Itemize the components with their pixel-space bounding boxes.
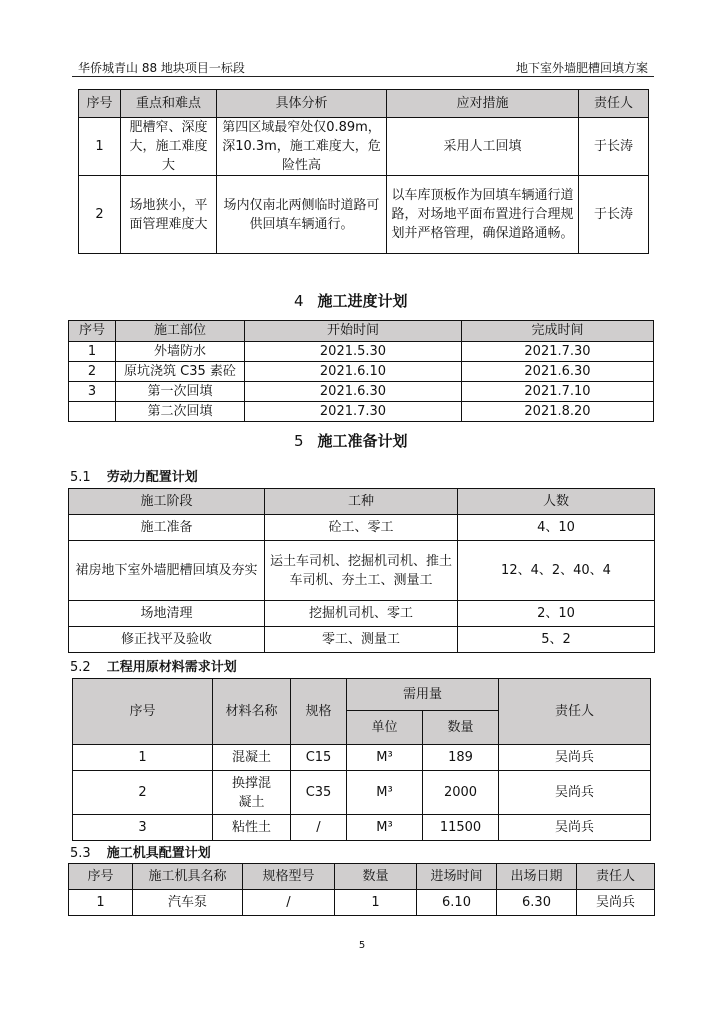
table-cell: 6.30 (497, 890, 577, 916)
subsection-5-1-heading: 5.1 劳动力配置计划 (70, 470, 198, 485)
table-cell: 零工、测量工 (265, 627, 458, 653)
table-cell: 2 (73, 771, 213, 815)
materials-table (72, 678, 651, 841)
table-cell: 3 (69, 382, 116, 402)
table-cell: 2021.8.20 (462, 402, 654, 422)
column-header: 单位 (347, 711, 423, 745)
table-row (73, 771, 651, 815)
table-cell: 吴尚兵 (499, 815, 651, 841)
column-header: 开始时间 (245, 321, 462, 342)
column-header: 需用量 (347, 679, 499, 711)
column-header: 具体分析 (217, 90, 387, 118)
page-header (72, 56, 654, 77)
table-row (73, 745, 651, 771)
table-cell: 1 (73, 745, 213, 771)
table-row (69, 890, 655, 916)
column-header: 序号 (79, 90, 121, 118)
table-row (79, 118, 649, 176)
table-cell: 施工准备 (69, 515, 265, 541)
table-row (69, 515, 655, 541)
table-cell: 吴尚兵 (499, 745, 651, 771)
table-cell: 换撑混凝土 (213, 771, 291, 815)
table-cell: 2021.7.30 (245, 402, 462, 422)
table-cell: / (291, 815, 347, 841)
table-cell: 2 (79, 176, 121, 254)
table-cell: 采用人工回填 (387, 118, 579, 176)
table-row (69, 402, 654, 422)
table-cell: 2021.6.30 (462, 362, 654, 382)
table-cell: 2021.6.30 (245, 382, 462, 402)
table-cell: M³ (347, 815, 423, 841)
subsection-5-2-heading: 5.2 工程用原材料需求计划 (70, 660, 237, 675)
table-cell: 原坑浇筑 C35 素砼 (116, 362, 245, 382)
table-cell: 2021.6.10 (245, 362, 462, 382)
table-cell: 汽车泵 (133, 890, 243, 916)
header-project-name: 华侨城青山 88 地块项目一标段 (78, 61, 245, 75)
section-5-heading: 5 施工准备计划 (294, 432, 408, 450)
table-row (69, 362, 654, 382)
table-cell: 3 (73, 815, 213, 841)
table-cell: C15 (291, 745, 347, 771)
table-cell: / (243, 890, 335, 916)
table-cell: 1 (69, 890, 133, 916)
column-header: 规格型号 (243, 864, 335, 890)
column-header: 施工阶段 (69, 489, 265, 515)
table-cell: 第二次回填 (116, 402, 245, 422)
table-cell: 肥槽窄、深度大，施工难度大 (121, 118, 217, 176)
table-cell: 189 (423, 745, 499, 771)
table-cell: 砼工、零工 (265, 515, 458, 541)
difficulty-table (78, 89, 649, 254)
column-header: 责任人 (577, 864, 655, 890)
table-cell: M³ (347, 771, 423, 815)
table-cell: 2021.5.30 (245, 342, 462, 362)
table-cell: 1 (335, 890, 417, 916)
table-row (73, 815, 651, 841)
column-header: 完成时间 (462, 321, 654, 342)
table-cell: 场地清理 (69, 601, 265, 627)
table-cell: 粘性土 (213, 815, 291, 841)
table-cell: 2000 (423, 771, 499, 815)
table-cell: 5、2 (458, 627, 655, 653)
table-cell: 于长涛 (579, 118, 649, 176)
column-header: 序号 (69, 321, 116, 342)
table-cell: 挖掘机司机、零工 (265, 601, 458, 627)
table-row (69, 627, 655, 653)
column-header: 出场日期 (497, 864, 577, 890)
table-cell: 修正找平及验收 (69, 627, 265, 653)
column-header: 人数 (458, 489, 655, 515)
labor-table (68, 488, 655, 653)
column-header: 数量 (335, 864, 417, 890)
column-header: 材料名称 (213, 679, 291, 745)
table-cell: 场地狭小，平面管理难度大 (121, 176, 217, 254)
table-cell: 于长涛 (579, 176, 649, 254)
table-cell: 吴尚兵 (499, 771, 651, 815)
column-header: 施工部位 (116, 321, 245, 342)
table-cell: 1 (69, 342, 116, 362)
table-cell: 2021.7.30 (462, 342, 654, 362)
table-row (69, 601, 655, 627)
table-cell: 1 (79, 118, 121, 176)
table-cell: 运土车司机、挖掘机司机、推土车司机、夯土工、测量工 (265, 541, 458, 601)
table-cell: 第一次回填 (116, 382, 245, 402)
table-cell: 4、10 (458, 515, 655, 541)
table-cell: 12、4、2、40、4 (458, 541, 655, 601)
column-header: 责任人 (499, 679, 651, 745)
table-row (69, 342, 654, 362)
column-header: 规格 (291, 679, 347, 745)
column-header: 进场时间 (417, 864, 497, 890)
schedule-table (68, 320, 654, 422)
table-cell: C35 (291, 771, 347, 815)
section-4-heading: 4 施工进度计划 (294, 292, 408, 310)
table-cell: M³ (347, 745, 423, 771)
table-cell: 以车库顶板作为回填车辆通行道路，对场地平面布置进行合理规划并严格管理，确保道路通畅。 (387, 176, 579, 254)
table-cell: 6.10 (417, 890, 497, 916)
table-cell: 裙房地下室外墙肥槽回填及夯实 (69, 541, 265, 601)
column-header: 应对措施 (387, 90, 579, 118)
table-cell: 场内仅南北两侧临时道路可供回填车辆通行。 (217, 176, 387, 254)
table-cell: 2、10 (458, 601, 655, 627)
table-row (69, 541, 655, 601)
table-row (79, 176, 649, 254)
table-cell: 第四区域最窄处仅0.89m，深10.3m，施工难度大，危险性高 (217, 118, 387, 176)
column-header: 数量 (423, 711, 499, 745)
column-header: 序号 (69, 864, 133, 890)
table-row (69, 382, 654, 402)
page-number: 5 (358, 940, 366, 951)
table-cell: 吴尚兵 (577, 890, 655, 916)
table-cell (69, 402, 116, 422)
table-cell: 外墙防水 (116, 342, 245, 362)
header-document-title: 地下室外墙肥槽回填方案 (515, 61, 648, 75)
table-cell: 2021.7.10 (462, 382, 654, 402)
subsection-5-3-heading: 5.3 施工机具配置计划 (70, 846, 211, 861)
column-header: 重点和难点 (121, 90, 217, 118)
table-cell: 2 (69, 362, 116, 382)
table-cell: 11500 (423, 815, 499, 841)
column-header: 责任人 (579, 90, 649, 118)
column-header: 工种 (265, 489, 458, 515)
equipment-table (68, 863, 655, 916)
column-header: 序号 (73, 679, 213, 745)
table-cell: 混凝土 (213, 745, 291, 771)
column-header: 施工机具名称 (133, 864, 243, 890)
